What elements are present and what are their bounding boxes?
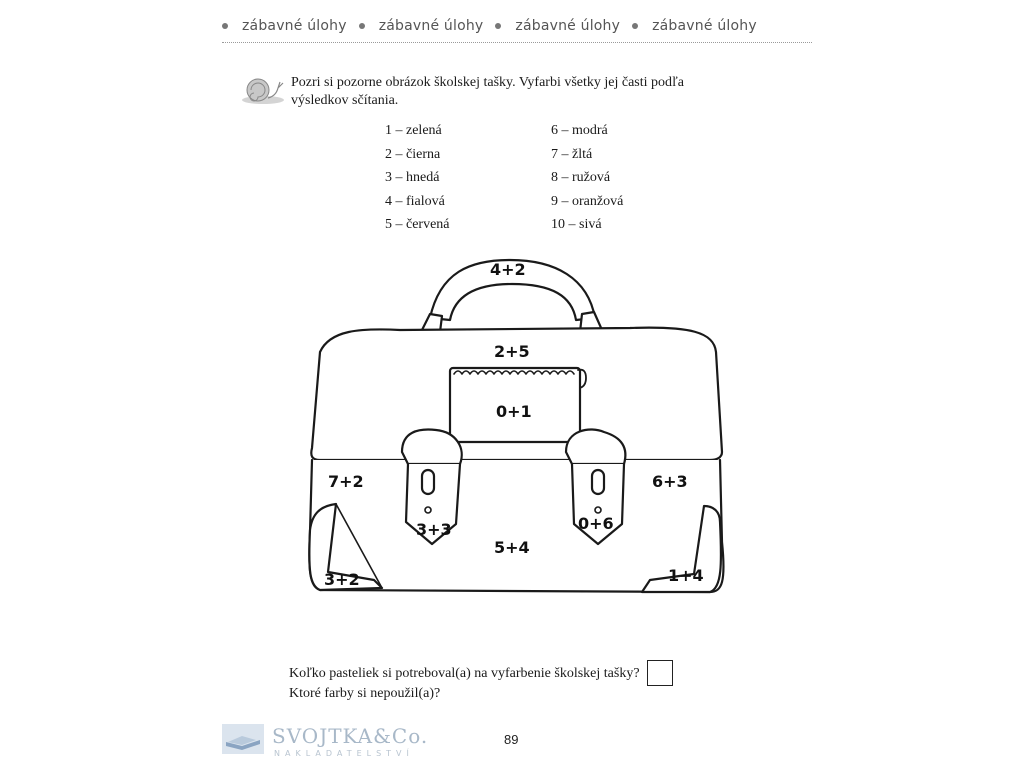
legend-item: 6 – modrá bbox=[551, 123, 608, 138]
legend-item: 2 – čierna bbox=[385, 146, 441, 162]
page-header bbox=[222, 18, 812, 43]
bullet-icon bbox=[359, 23, 365, 29]
sum-right-side: 6+3 bbox=[652, 472, 688, 491]
task-instruction: Pozri si pozorne obrázok školskej tašky. Vyfarbi všetky jej časti podľa výsledkov sčítania. bbox=[291, 75, 684, 108]
page-number: 89 bbox=[504, 732, 519, 747]
school-bag-drawing bbox=[290, 252, 740, 612]
color-legend-left bbox=[385, 119, 450, 237]
header-item: zábavné úlohy bbox=[495, 18, 620, 34]
legend-item: 10 – sivá bbox=[551, 217, 602, 232]
question-crayon-count: Koľko pasteliek si potreboval(a) na vyfarbenie školskej tašky? bbox=[289, 666, 640, 681]
legend-item: 8 – ružová bbox=[551, 170, 611, 185]
school-bag-outline bbox=[290, 252, 740, 612]
bullet-icon bbox=[222, 23, 228, 29]
sum-right-corner: 1+4 bbox=[668, 566, 704, 585]
bullet-icon bbox=[632, 23, 638, 29]
legend-item: 9 – oranžová bbox=[551, 193, 624, 209]
question-unused-colors: Ktoré farby si nepoužil(a)? bbox=[289, 686, 441, 701]
sum-pocket: 0+1 bbox=[496, 402, 532, 421]
header-item: zábavné úlohy bbox=[632, 18, 757, 34]
sum-left-strap: 3+3 bbox=[416, 520, 452, 539]
sum-right-strap: 0+6 bbox=[578, 514, 614, 533]
header-item: zábavné úlohy bbox=[222, 18, 347, 34]
snail-icon bbox=[240, 74, 286, 106]
sum-left-corner: 3+2 bbox=[324, 570, 360, 589]
legend-item: 1 – zelená bbox=[385, 123, 442, 138]
legend-item: 5 – červená bbox=[385, 217, 450, 232]
sum-flap: 2+5 bbox=[494, 342, 530, 361]
sum-handle: 4+2 bbox=[490, 260, 526, 279]
legend-item: 3 – hnedá bbox=[385, 170, 440, 185]
publisher-logo: SVOJTKA&Co. bbox=[272, 724, 429, 748]
answer-box[interactable] bbox=[647, 660, 673, 686]
legend-item: 7 – žltá bbox=[551, 146, 593, 162]
sum-left-side: 7+2 bbox=[328, 472, 364, 491]
book-logo-icon bbox=[222, 724, 264, 754]
header-item: zábavné úlohy bbox=[359, 18, 484, 34]
color-legend-right bbox=[551, 119, 623, 237]
sum-body: 5+4 bbox=[494, 538, 530, 557]
legend-item: 4 – fialová bbox=[385, 193, 445, 209]
bullet-icon bbox=[495, 23, 501, 29]
publisher-tagline: NAKLADATELSTVÍ bbox=[274, 749, 414, 758]
